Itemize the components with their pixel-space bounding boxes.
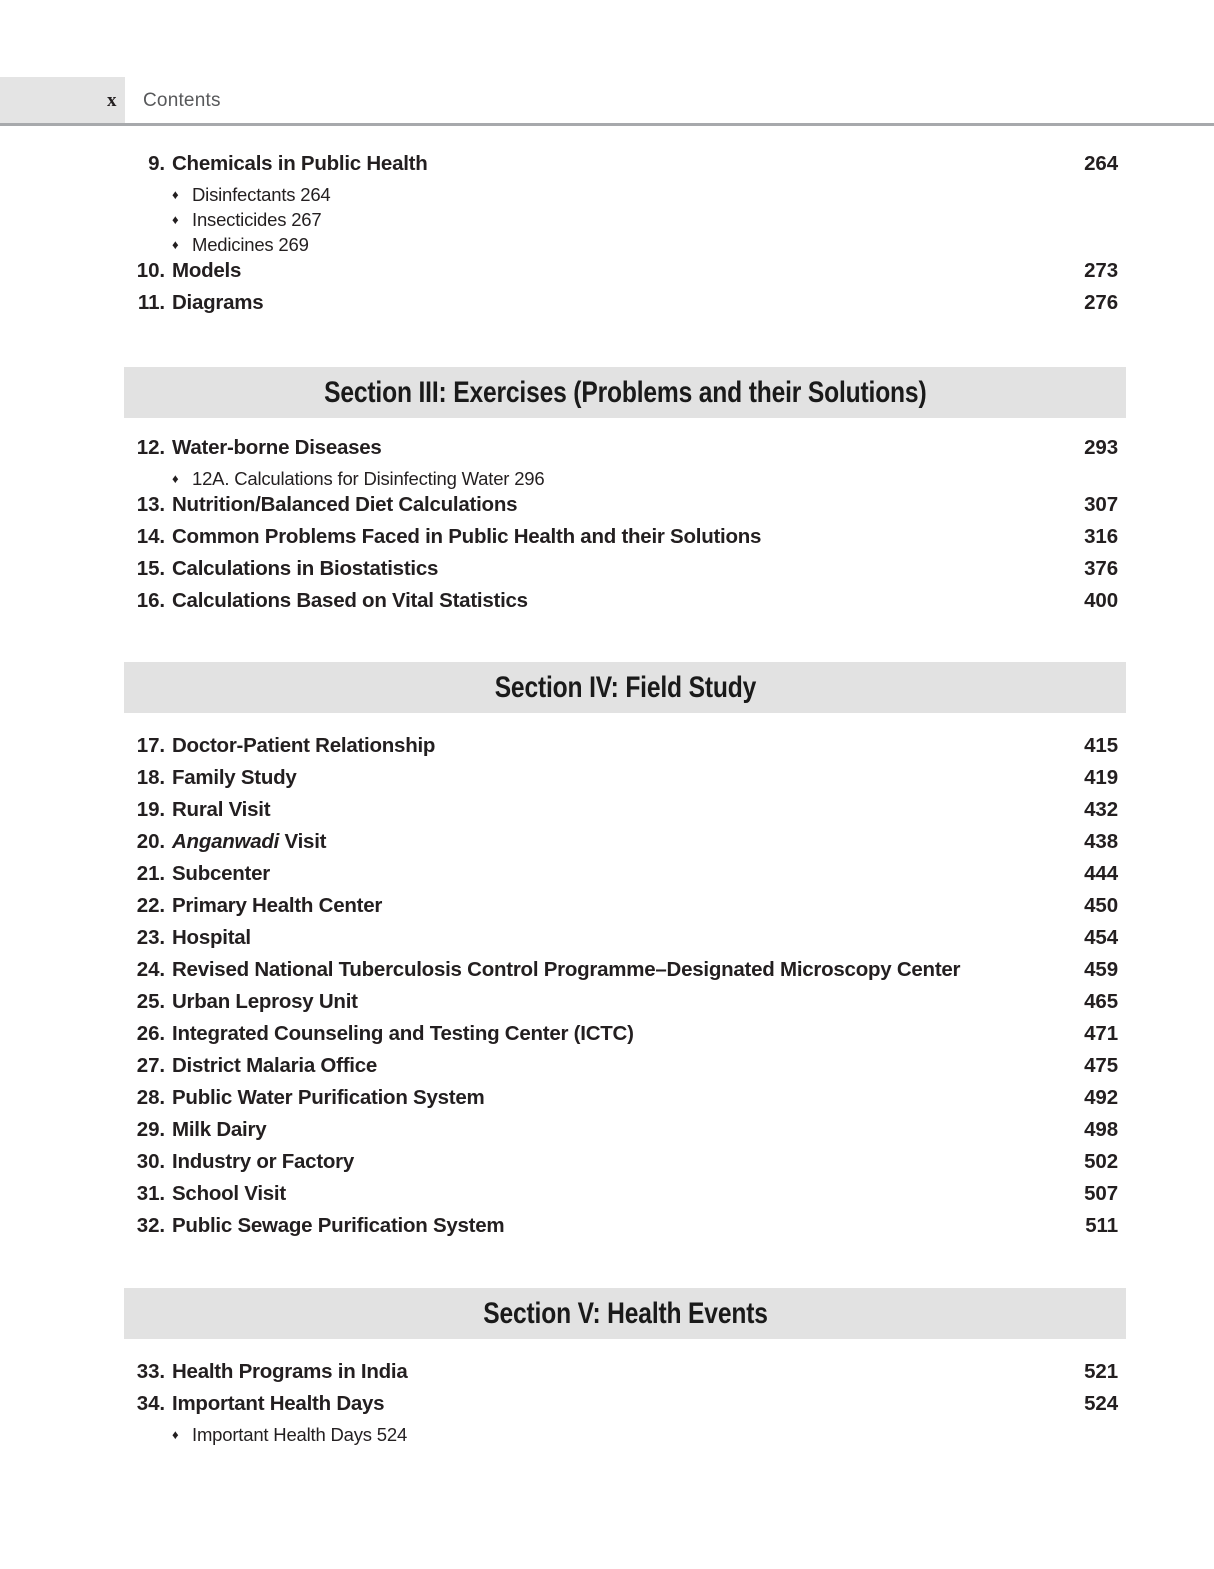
toc-subentry-label: Insecticides 267 (192, 209, 322, 230)
toc-entry[interactable] (0, 557, 1214, 589)
toc-entry-number: 20. (136, 830, 165, 853)
toc-entry-title: Calculations Based on Vital Statistics (172, 589, 528, 612)
toc-entry-title: Water-borne Diseases (172, 436, 382, 459)
toc-group (0, 1360, 1214, 1449)
section-header-label: Section III: Exercises (Problems and their Solutions) (323, 375, 927, 409)
toc-entry-page-number: 471 (1084, 1022, 1118, 1045)
toc-subentry[interactable] (0, 234, 1214, 259)
toc-entry-number: 34. (136, 1392, 165, 1415)
toc-entry-title-italic: Anganwadi (172, 830, 280, 853)
toc-entry-number: 14. (136, 525, 165, 548)
toc-entry-page-number: 264 (1084, 152, 1118, 175)
toc-entry-title: Rural Visit (172, 798, 271, 821)
toc-entry-title: Diagrams (172, 291, 264, 314)
toc-entry-page-number: 376 (1084, 557, 1118, 580)
toc-entry-number: 17. (136, 734, 165, 757)
toc-entry-title: Primary Health Center (172, 894, 383, 917)
page-folio-number: x (107, 90, 117, 111)
toc-entry[interactable] (0, 894, 1214, 926)
toc-group (0, 436, 1214, 621)
toc-entry[interactable] (0, 1182, 1214, 1214)
toc-entry-number: 10. (136, 259, 165, 282)
toc-entry-page-number: 273 (1084, 259, 1118, 282)
toc-group (0, 734, 1214, 1246)
toc-entry-title: Health Programs in India (172, 1360, 408, 1383)
toc-entry-title: Common Problems Faced in Public Health and their Solutions (172, 525, 762, 548)
toc-entry[interactable] (0, 1150, 1214, 1182)
toc-entry[interactable] (0, 766, 1214, 798)
toc-entry-number: 23. (136, 926, 165, 949)
toc-entry-page-number: 475 (1084, 1054, 1118, 1077)
toc-entry-page-number: 511 (1085, 1214, 1118, 1237)
diamond-bullet-icon: ♦ (172, 187, 179, 202)
diamond-bullet-icon: ♦ (172, 1427, 179, 1442)
toc-entry-number: 27. (136, 1054, 165, 1077)
toc-entry-number: 32. (136, 1214, 165, 1237)
toc-entry-number: 25. (136, 990, 165, 1013)
toc-subentry[interactable] (0, 468, 1214, 493)
toc-entry-title: Chemicals in Public Health (172, 152, 428, 175)
toc-entry[interactable] (0, 958, 1214, 990)
toc-entry-number: 15. (136, 557, 165, 580)
diamond-bullet-icon: ♦ (172, 237, 179, 252)
toc-entry-number: 24. (136, 958, 165, 981)
toc-subentry[interactable] (0, 209, 1214, 234)
toc-entry-page-number: 444 (1084, 862, 1118, 885)
toc-entry-title: Urban Leprosy Unit (172, 990, 358, 1013)
toc-entry-page-number: 459 (1084, 958, 1118, 981)
toc-entry-title: District Malaria Office (172, 1054, 378, 1077)
toc-entry[interactable] (0, 1086, 1214, 1118)
toc-entry-page-number: 492 (1084, 1086, 1118, 1109)
toc-entry[interactable] (0, 1360, 1214, 1392)
running-head-title: Contents (143, 90, 221, 111)
toc-entry-page-number: 276 (1084, 291, 1118, 314)
toc-entry-title: Family Study (172, 766, 297, 789)
toc-subentry[interactable] (0, 184, 1214, 209)
toc-entry[interactable] (0, 525, 1214, 557)
toc-subentry-label: Disinfectants 264 (192, 184, 331, 205)
toc-entry[interactable] (0, 798, 1214, 830)
section-header-bar (124, 662, 1126, 713)
toc-entry-title: Hospital (172, 926, 251, 949)
toc-entry-title-rest: Visit (279, 830, 327, 853)
toc-entry-number: 22. (136, 894, 165, 917)
toc-entry-page-number: 293 (1084, 436, 1118, 459)
toc-entry-title: Integrated Counseling and Testing Center (ICTC) (172, 1022, 634, 1045)
section-header-label: Section V: Health Events (482, 1296, 768, 1330)
toc-entry[interactable] (0, 830, 1214, 862)
toc-entry[interactable] (0, 1392, 1214, 1424)
toc-subentry-label: Medicines 269 (192, 234, 309, 255)
toc-entry-page-number: 498 (1084, 1118, 1118, 1141)
toc-entry-number: 11. (137, 291, 165, 314)
section-header-bar (124, 1288, 1126, 1339)
toc-entry-title: Important Health Days (172, 1392, 385, 1415)
toc-entry[interactable] (0, 1118, 1214, 1150)
toc-entry[interactable] (0, 493, 1214, 525)
toc-entry-page-number: 502 (1084, 1150, 1118, 1173)
toc-entry-page-number: 524 (1084, 1392, 1118, 1415)
toc-entry-number: 12. (136, 436, 165, 459)
toc-entry-page-number: 432 (1084, 798, 1118, 821)
toc-entry-title: Nutrition/Balanced Diet Calculations (172, 493, 518, 516)
toc-entry-number: 21. (136, 862, 165, 885)
toc-entry[interactable] (0, 291, 1214, 323)
toc-entry-page-number: 415 (1084, 734, 1118, 757)
diamond-bullet-icon: ♦ (172, 212, 179, 227)
toc-entry[interactable] (0, 926, 1214, 958)
toc-entry-number: 9. (148, 152, 165, 175)
toc-entry-title (172, 830, 326, 854)
toc-entry[interactable] (0, 436, 1214, 468)
toc-subentry-label: Important Health Days 524 (192, 1424, 408, 1445)
toc-entry-title: Milk Dairy (172, 1118, 267, 1141)
toc-entry[interactable] (0, 152, 1214, 184)
toc-entry[interactable] (0, 589, 1214, 621)
toc-entry-title: Doctor-Patient Relationship (172, 734, 436, 757)
toc-entry-title: Models (172, 259, 242, 282)
page-header (0, 0, 1214, 126)
toc-entry[interactable] (0, 990, 1214, 1022)
toc-entry-number: 18. (136, 766, 165, 789)
toc-entry-title: Calculations in Biostatistics (172, 557, 439, 580)
section-header-bar (124, 367, 1126, 418)
toc-entry-number: 26. (136, 1022, 165, 1045)
toc-entry-number: 28. (136, 1086, 165, 1109)
toc-group (0, 152, 1214, 323)
toc-entry-page-number: 419 (1084, 766, 1118, 789)
toc-subentry[interactable] (0, 1424, 1214, 1449)
toc-entry-page-number: 400 (1084, 589, 1118, 612)
toc-entry-title: Public Water Purification System (172, 1086, 485, 1109)
toc-entry[interactable] (0, 734, 1214, 766)
toc-entry-page-number: 521 (1084, 1360, 1118, 1383)
toc-entry-number: 16. (136, 589, 165, 612)
toc-entry-page-number: 307 (1084, 493, 1118, 516)
toc-entry-page-number: 438 (1084, 830, 1118, 853)
toc-entry-page-number: 316 (1084, 525, 1118, 548)
toc-entry[interactable] (0, 862, 1214, 894)
toc-entry-page-number: 454 (1084, 926, 1118, 949)
toc-entry-number: 30. (136, 1150, 165, 1173)
diamond-bullet-icon: ♦ (172, 471, 179, 486)
section-header-label: Section IV: Field Study (494, 670, 756, 704)
toc-entry-title: Public Sewage Purification System (172, 1214, 505, 1237)
toc-entry-number: 31. (136, 1182, 165, 1205)
header-divider-rule (0, 123, 1214, 126)
toc-entry-title: School Visit (172, 1182, 286, 1205)
toc-entry[interactable] (0, 259, 1214, 291)
toc-entry-number: 13. (136, 493, 165, 516)
toc-entry-page-number: 465 (1084, 990, 1118, 1013)
toc-entry-title: Industry or Factory (172, 1150, 355, 1173)
toc-entry[interactable] (0, 1214, 1214, 1246)
toc-entry-page-number: 507 (1084, 1182, 1118, 1205)
toc-subentry-label: 12A. Calculations for Disinfecting Water 296 (192, 468, 545, 489)
toc-entry-title: Subcenter (172, 862, 270, 885)
toc-entry[interactable] (0, 1054, 1214, 1086)
toc-entry-title: Revised National Tuberculosis Control Programme–Designated Microscopy Center (172, 958, 961, 981)
toc-entry-number: 33. (136, 1360, 165, 1383)
toc-entry[interactable] (0, 1022, 1214, 1054)
toc-entry-number: 29. (136, 1118, 165, 1141)
toc-entry-number: 19. (136, 798, 165, 821)
toc-entry-page-number: 450 (1084, 894, 1118, 917)
